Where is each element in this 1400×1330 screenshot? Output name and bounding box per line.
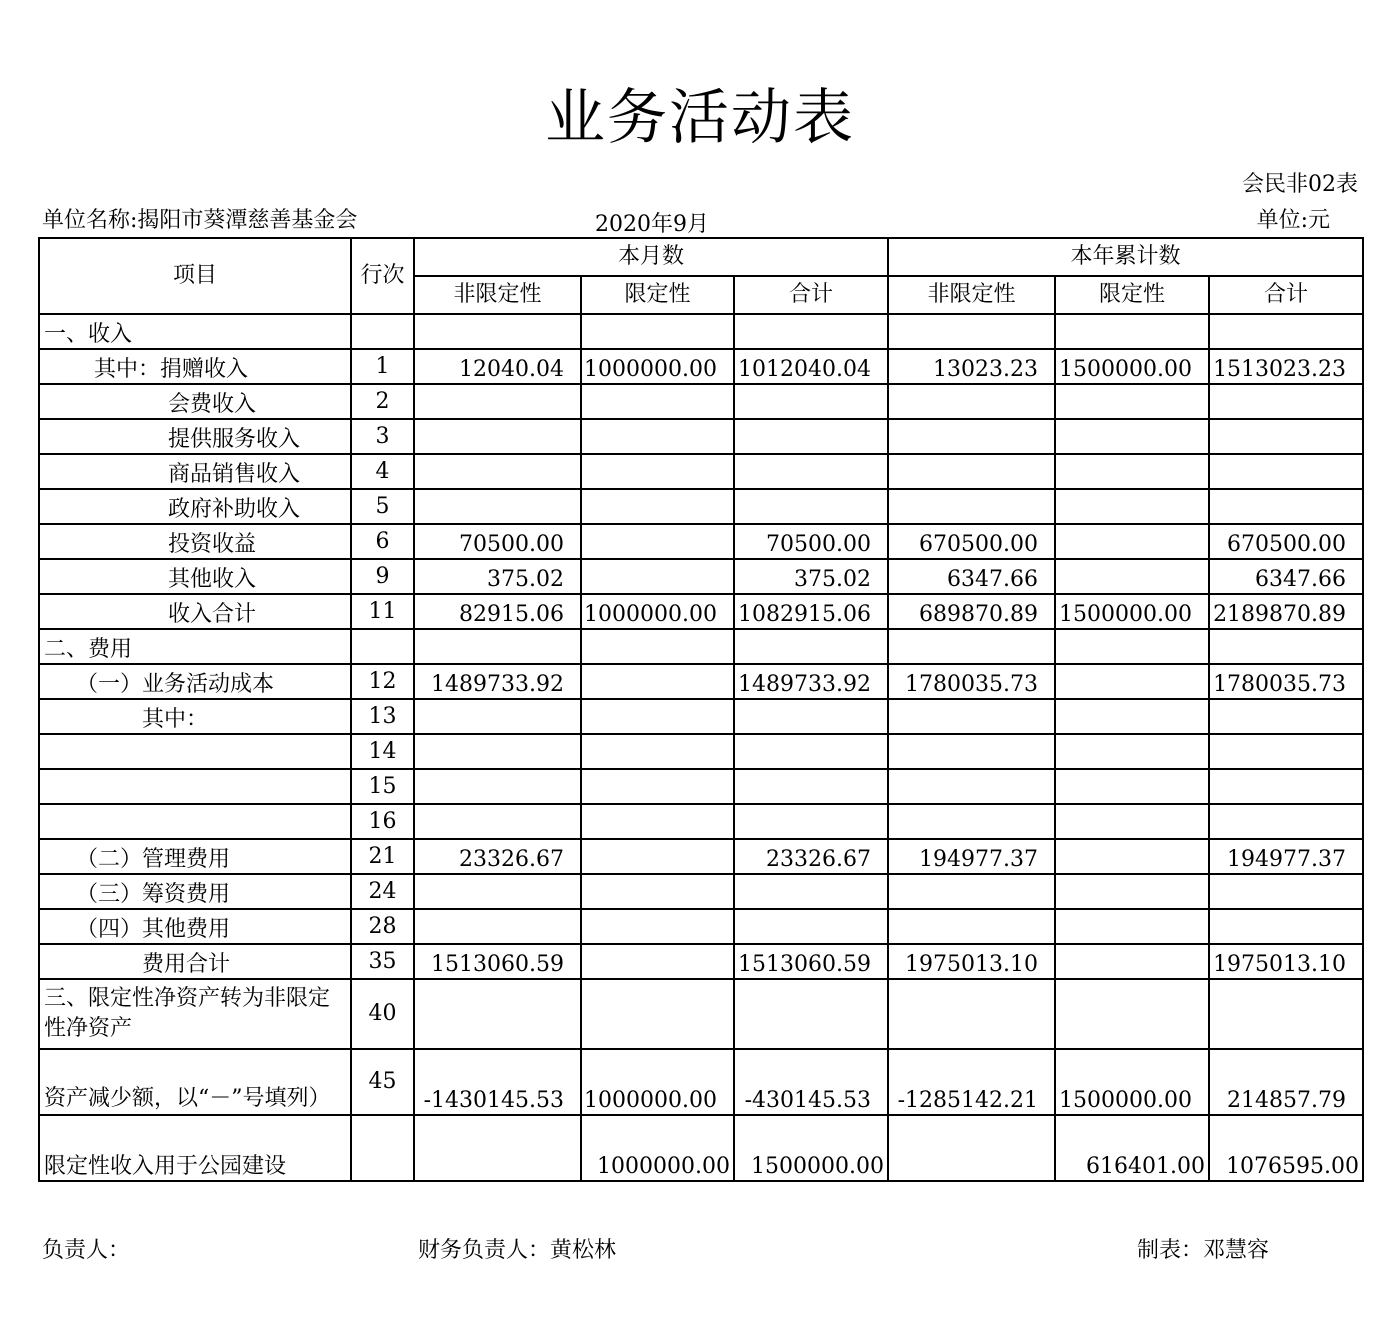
- cell-month-unrestricted: [414, 874, 581, 909]
- table-row: [39, 664, 1363, 699]
- cell-month-total: [734, 804, 888, 839]
- cell-ytd-restricted: 616401.00: [1055, 1115, 1209, 1181]
- cell-month-total: 23326.67: [734, 839, 888, 874]
- cell-month-restricted: [581, 699, 734, 734]
- cell-month-total: 1082915.06: [734, 594, 888, 629]
- table-row: [39, 804, 1363, 839]
- cell-month-unrestricted: [414, 489, 581, 524]
- cell-month-total: [734, 384, 888, 419]
- cell-month-total: [734, 419, 888, 454]
- cell-ytd-total: [1209, 629, 1363, 664]
- cell-month-restricted: [581, 384, 734, 419]
- table-row: [39, 909, 1363, 944]
- cell-month-restricted: 1000000.00: [581, 1115, 734, 1181]
- cell-ytd-unrestricted: [888, 699, 1055, 734]
- row-item: 其中：: [39, 699, 351, 734]
- table-row: [39, 559, 1363, 594]
- row-item: 会费收入: [39, 384, 351, 419]
- form-code: 会民非02表: [1242, 172, 1358, 197]
- cell-ytd-restricted: [1055, 874, 1209, 909]
- cell-ytd-unrestricted: [888, 314, 1055, 349]
- cell-ytd-total: [1209, 489, 1363, 524]
- cell-ytd-total: 1513023.23: [1209, 349, 1363, 384]
- cell-month-total: 375.02: [734, 559, 888, 594]
- cell-ytd-restricted: 1500000.00: [1055, 1049, 1209, 1115]
- cell-month-unrestricted: 23326.67: [414, 839, 581, 874]
- row-item: [39, 804, 351, 839]
- cell-month-total: -430145.53: [734, 1049, 888, 1115]
- cell-month-restricted: 1000000.00: [581, 1049, 734, 1115]
- cell-ytd-restricted: 1500000.00: [1055, 349, 1209, 384]
- cell-month-restricted: [581, 979, 734, 1049]
- cell-ytd-unrestricted: [888, 489, 1055, 524]
- cell-month-total: [734, 874, 888, 909]
- table-row: [39, 629, 1363, 664]
- cell-ytd-total: 1076595.00: [1209, 1115, 1363, 1181]
- cell-month-total: 1489733.92: [734, 664, 888, 699]
- cell-ytd-total: 194977.37: [1209, 839, 1363, 874]
- cell-month-unrestricted: 375.02: [414, 559, 581, 594]
- row-item: [39, 769, 351, 804]
- cell-ytd-total: 2189870.89: [1209, 594, 1363, 629]
- cell-ytd-restricted: [1055, 909, 1209, 944]
- row-item: 投资收益: [39, 524, 351, 559]
- cell-ytd-total: [1209, 419, 1363, 454]
- cell-ytd-unrestricted: 670500.00: [888, 524, 1055, 559]
- row-item: 费用合计: [39, 944, 351, 979]
- cell-ytd-restricted: [1055, 314, 1209, 349]
- table-row: [39, 944, 1363, 979]
- header-month: 本月数: [414, 238, 888, 276]
- row-line: 15: [351, 769, 414, 804]
- cell-month-unrestricted: [414, 454, 581, 489]
- cell-ytd-restricted: 1500000.00: [1055, 594, 1209, 629]
- cell-ytd-total: [1209, 734, 1363, 769]
- cell-month-total: 1513060.59: [734, 944, 888, 979]
- row-item: 资产减少额，以“－”号填列）: [44, 1086, 331, 1111]
- cell-month-restricted: [581, 944, 734, 979]
- row-line: 13: [351, 699, 414, 734]
- cell-month-restricted: [581, 804, 734, 839]
- cell-ytd-restricted: [1055, 804, 1209, 839]
- table-row: [39, 769, 1363, 804]
- cell-month-total: 1012040.04: [734, 349, 888, 384]
- cell-ytd-total: 214857.79: [1209, 1049, 1363, 1115]
- cell-ytd-restricted: [1055, 979, 1209, 1049]
- row-line: 28: [351, 909, 414, 944]
- cell-ytd-unrestricted: 6347.66: [888, 559, 1055, 594]
- row-item: 二、费用: [39, 629, 351, 664]
- cell-ytd-restricted: [1055, 559, 1209, 594]
- header-ytd: 本年累计数: [888, 238, 1363, 276]
- cell-month-unrestricted: [414, 979, 581, 1049]
- table-row: [39, 1049, 1363, 1115]
- row-item: [39, 734, 351, 769]
- signature-finance: 财务负责人：黄松林: [418, 1238, 617, 1263]
- cell-month-unrestricted: [414, 419, 581, 454]
- table-row: [39, 524, 1363, 559]
- cell-ytd-unrestricted: [888, 769, 1055, 804]
- cell-ytd-restricted: [1055, 454, 1209, 489]
- table-row: [39, 314, 1363, 349]
- row-line: 3: [351, 419, 414, 454]
- cell-month-unrestricted: [414, 804, 581, 839]
- cell-ytd-unrestricted: 689870.89: [888, 594, 1055, 629]
- row-line: [351, 629, 414, 664]
- row-line: 45: [351, 1049, 414, 1115]
- currency-unit: 单位:元: [1256, 208, 1330, 233]
- cell-ytd-unrestricted: -1285142.21: [888, 1049, 1055, 1115]
- row-line: 14: [351, 734, 414, 769]
- cell-month-unrestricted: [414, 769, 581, 804]
- table-row: [39, 384, 1363, 419]
- cell-month-total: [734, 769, 888, 804]
- row-item: 三、限定性净资产转为非限定性净资产: [39, 979, 351, 1049]
- row-item: （三）筹资费用: [39, 874, 351, 909]
- cell-ytd-restricted: [1055, 419, 1209, 454]
- row-line: [351, 314, 414, 349]
- cell-month-unrestricted: [414, 384, 581, 419]
- row-line: 11: [351, 594, 414, 629]
- cell-ytd-restricted: [1055, 629, 1209, 664]
- row-line: 12: [351, 664, 414, 699]
- cell-ytd-restricted: [1055, 489, 1209, 524]
- cell-month-unrestricted: -1430145.53: [414, 1049, 581, 1115]
- cell-month-total: [734, 314, 888, 349]
- cell-ytd-unrestricted: [888, 419, 1055, 454]
- row-line: 21: [351, 839, 414, 874]
- cell-ytd-total: [1209, 804, 1363, 839]
- cell-ytd-unrestricted: [888, 909, 1055, 944]
- row-item: 其中：捐赠收入: [39, 349, 351, 384]
- cell-ytd-restricted: [1055, 769, 1209, 804]
- cell-month-restricted: [581, 629, 734, 664]
- row-item: （四）其他费用: [39, 909, 351, 944]
- cell-month-restricted: [581, 454, 734, 489]
- cell-month-unrestricted: 82915.06: [414, 594, 581, 629]
- table-row: [39, 594, 1363, 629]
- table-row: [39, 454, 1363, 489]
- cell-ytd-unrestricted: [888, 454, 1055, 489]
- cell-month-total: [734, 489, 888, 524]
- cell-ytd-restricted: [1055, 664, 1209, 699]
- row-item: 提供服务收入: [39, 419, 351, 454]
- cell-month-unrestricted: 70500.00: [414, 524, 581, 559]
- cell-ytd-total: [1209, 314, 1363, 349]
- cell-ytd-unrestricted: [888, 1115, 1055, 1181]
- table-row: [39, 979, 1363, 1049]
- header-ytd-restricted: 限定性: [1055, 276, 1209, 314]
- row-line: 40: [351, 979, 414, 1049]
- cell-ytd-restricted: [1055, 524, 1209, 559]
- cell-month-unrestricted: 1489733.92: [414, 664, 581, 699]
- cell-ytd-restricted: [1055, 699, 1209, 734]
- cell-ytd-unrestricted: 194977.37: [888, 839, 1055, 874]
- cell-ytd-total: 670500.00: [1209, 524, 1363, 559]
- cell-ytd-total: [1209, 979, 1363, 1049]
- table-row: [39, 1115, 1363, 1181]
- row-line: 6: [351, 524, 414, 559]
- header-item: 项目: [39, 238, 351, 314]
- cell-month-restricted: [581, 664, 734, 699]
- row-item: 政府补助收入: [39, 489, 351, 524]
- cell-month-restricted: [581, 314, 734, 349]
- cell-month-restricted: 1000000.00: [581, 349, 734, 384]
- header-row-1: [39, 238, 1363, 276]
- row-item: 限定性收入用于公园建设: [39, 1115, 351, 1181]
- cell-month-total: 70500.00: [734, 524, 888, 559]
- cell-ytd-unrestricted: [888, 734, 1055, 769]
- cell-month-unrestricted: [414, 734, 581, 769]
- signature-head: 负责人：: [42, 1238, 131, 1263]
- row-line: 5: [351, 489, 414, 524]
- row-item: 其他收入: [39, 559, 351, 594]
- cell-month-restricted: [581, 734, 734, 769]
- row-line: [351, 1115, 414, 1181]
- cell-month-total: [734, 909, 888, 944]
- cell-month-total: 1500000.00: [734, 1115, 888, 1181]
- report-title: 业务活动表: [545, 83, 855, 153]
- cell-month-restricted: [581, 419, 734, 454]
- cell-ytd-unrestricted: [888, 979, 1055, 1049]
- row-line: 9: [351, 559, 414, 594]
- row-line: 2: [351, 384, 414, 419]
- cell-month-restricted: [581, 839, 734, 874]
- row-item: （一）业务活动成本: [39, 664, 351, 699]
- cell-ytd-unrestricted: [888, 629, 1055, 664]
- cell-ytd-total: [1209, 909, 1363, 944]
- table-row: [39, 874, 1363, 909]
- cell-ytd-unrestricted: 1780035.73: [888, 664, 1055, 699]
- row-item: 商品销售收入: [39, 454, 351, 489]
- cell-ytd-unrestricted: [888, 384, 1055, 419]
- report-period: 2020年9月: [595, 212, 709, 237]
- header-month-restricted: 限定性: [581, 276, 734, 314]
- cell-ytd-total: [1209, 769, 1363, 804]
- row-item: （二）管理费用: [39, 839, 351, 874]
- row-item: 一、收入: [39, 314, 351, 349]
- cell-ytd-total: [1209, 699, 1363, 734]
- cell-ytd-total: [1209, 384, 1363, 419]
- table-row: [39, 734, 1363, 769]
- cell-month-total: [734, 629, 888, 664]
- cell-ytd-total: 1780035.73: [1209, 664, 1363, 699]
- table-row: [39, 839, 1363, 874]
- table-row: [39, 349, 1363, 384]
- unit-name: 单位名称:揭阳市葵潭慈善基金会: [42, 208, 358, 233]
- header-ytd-total: 合计: [1209, 276, 1363, 314]
- row-line: 35: [351, 944, 414, 979]
- cell-month-restricted: 1000000.00: [581, 594, 734, 629]
- cell-month-total: [734, 454, 888, 489]
- row-line: 1: [351, 349, 414, 384]
- cell-month-unrestricted: [414, 699, 581, 734]
- cell-month-restricted: [581, 524, 734, 559]
- header-line: 行次: [351, 238, 414, 314]
- cell-ytd-restricted: [1055, 734, 1209, 769]
- cell-month-unrestricted: [414, 909, 581, 944]
- cell-ytd-total: 6347.66: [1209, 559, 1363, 594]
- activity-table: [38, 237, 1364, 1182]
- cell-month-restricted: [581, 559, 734, 594]
- header-month-total: 合计: [734, 276, 888, 314]
- cell-ytd-unrestricted: [888, 804, 1055, 839]
- cell-month-unrestricted: [414, 629, 581, 664]
- signature-preparer: 制表：邓慧容: [1137, 1238, 1270, 1263]
- cell-month-restricted: [581, 874, 734, 909]
- cell-month-restricted: [581, 489, 734, 524]
- cell-month-unrestricted: 1513060.59: [414, 944, 581, 979]
- cell-month-restricted: [581, 909, 734, 944]
- cell-month-total: [734, 699, 888, 734]
- cell-month-unrestricted: [414, 314, 581, 349]
- header-month-unrestricted: 非限定性: [414, 276, 581, 314]
- header-ytd-unrestricted: 非限定性: [888, 276, 1055, 314]
- row-item: 收入合计: [39, 594, 351, 629]
- cell-month-total: [734, 734, 888, 769]
- cell-month-unrestricted: [414, 1115, 581, 1181]
- cell-ytd-total: [1209, 454, 1363, 489]
- cell-ytd-unrestricted: 1975013.10: [888, 944, 1055, 979]
- row-line: 4: [351, 454, 414, 489]
- cell-month-unrestricted: 12040.04: [414, 349, 581, 384]
- cell-ytd-restricted: [1055, 839, 1209, 874]
- cell-ytd-unrestricted: [888, 874, 1055, 909]
- table-row: [39, 699, 1363, 734]
- cell-ytd-unrestricted: 13023.23: [888, 349, 1055, 384]
- cell-ytd-total: [1209, 874, 1363, 909]
- cell-ytd-total: 1975013.10: [1209, 944, 1363, 979]
- cell-month-total: [734, 979, 888, 1049]
- row-item-cell: [39, 1049, 351, 1115]
- cell-ytd-restricted: [1055, 384, 1209, 419]
- cell-month-restricted: [581, 769, 734, 804]
- row-line: 24: [351, 874, 414, 909]
- table-row: [39, 489, 1363, 524]
- cell-ytd-restricted: [1055, 944, 1209, 979]
- table-row: [39, 419, 1363, 454]
- row-line: 16: [351, 804, 414, 839]
